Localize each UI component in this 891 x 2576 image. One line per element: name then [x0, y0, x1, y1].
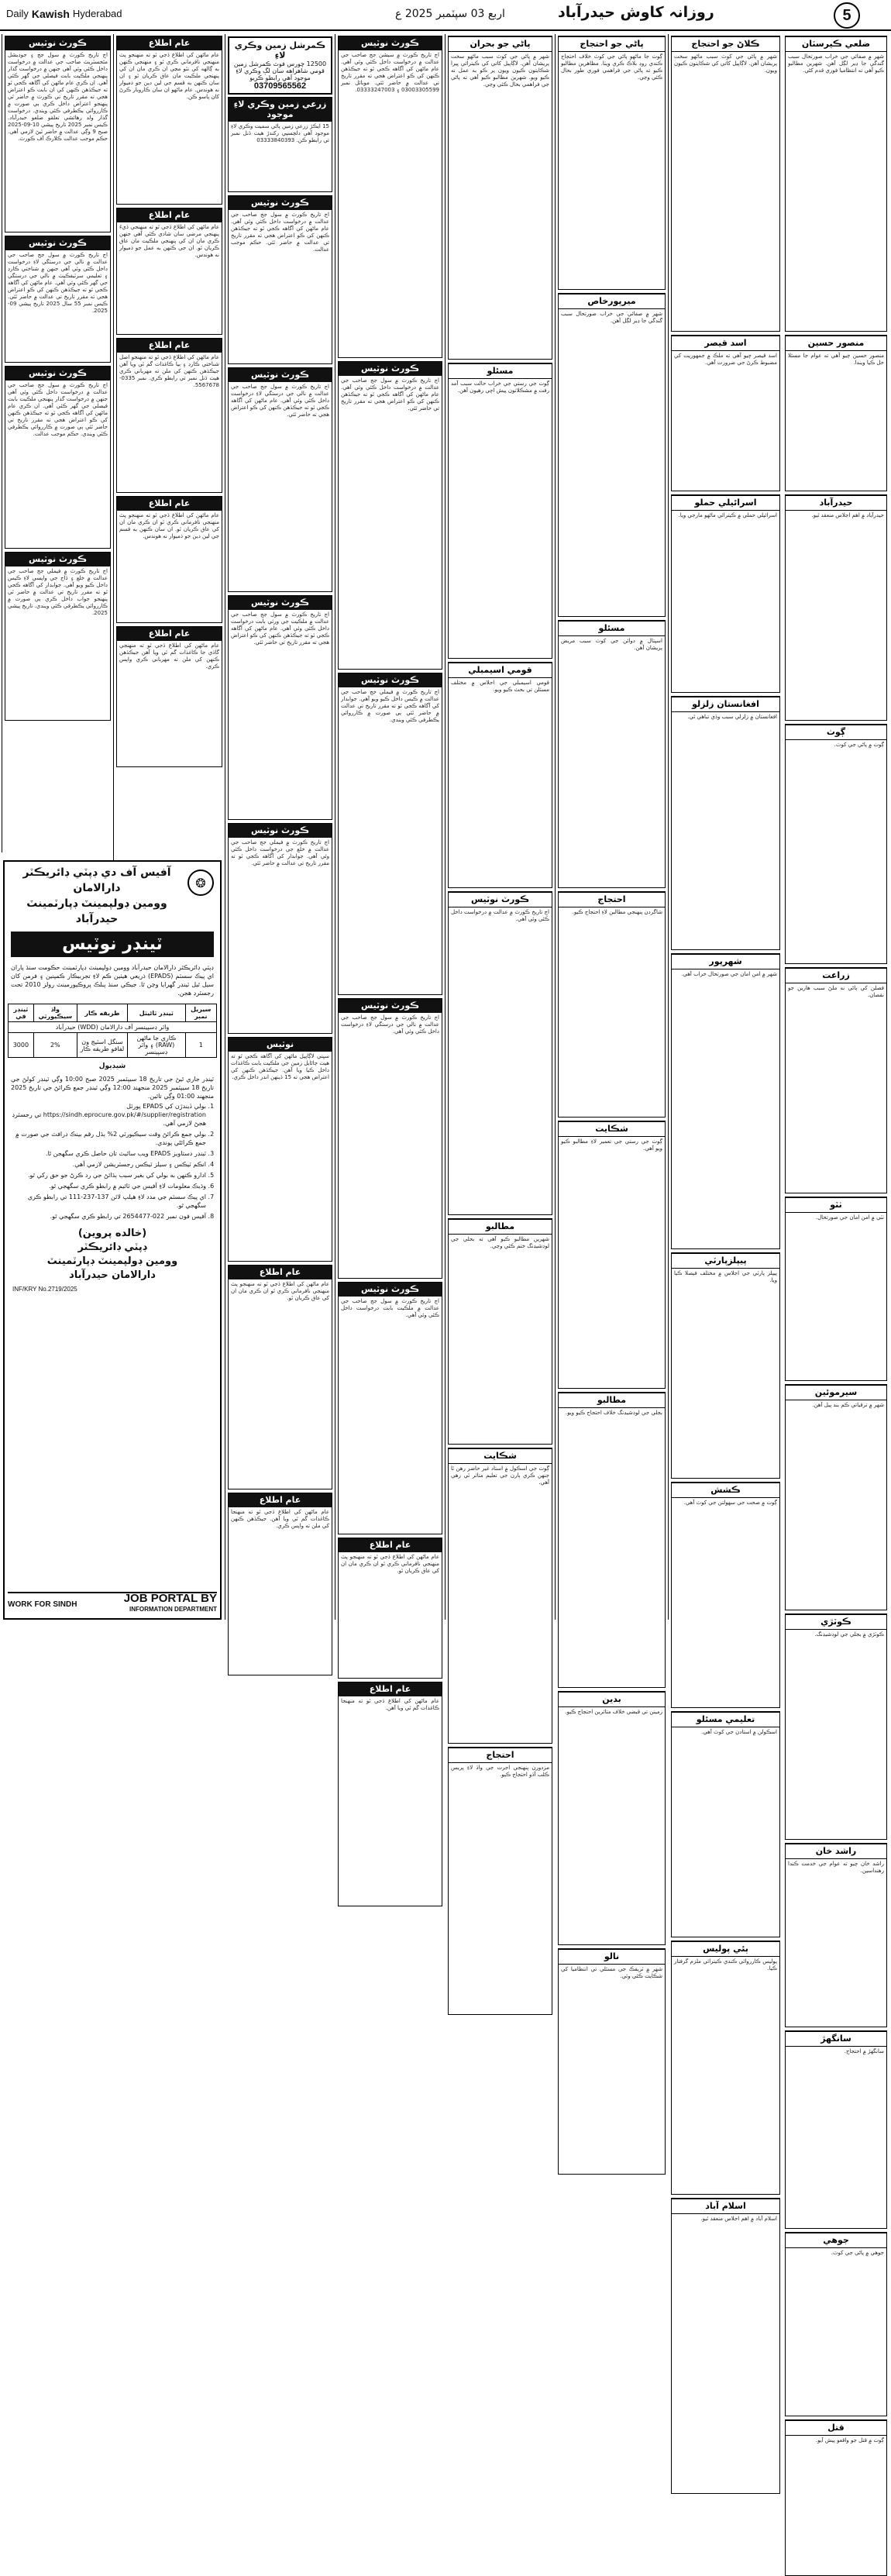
- notice-heading: جوهي: [786, 2233, 886, 2248]
- notice-body: شهر ۾ امن امان جي صورتحال خراب آهي.: [681, 971, 777, 977]
- notice-heading: ڪورٽ نوٽيس: [5, 553, 110, 567]
- notice-body: شهر ۾ صفائي جي خراب صورتحال سبب گندگي جا ڍير لڳل آهن. شهرين مطالبو ڪيو آهي ته انتظاميا فوري قدم کڻي.: [788, 53, 884, 74]
- table-cell: 2%: [33, 1033, 77, 1058]
- notice-block: [338, 1282, 442, 1534]
- schedule-title: شيڊيول: [98, 1062, 126, 1070]
- tender-office-line: وومين ڊولپمينٽ ڊپارٽمينٽ حيدرآباد: [26, 897, 167, 925]
- notice-heading: عام اطلاع: [339, 1682, 442, 1696]
- notice-heading: عام اطلاع: [229, 1493, 332, 1507]
- signatory-line: ڊپٽي ڊائريڪٽر: [77, 1242, 147, 1253]
- notice-body: بجلي جي لوڊشيڊنگ خلاف احتجاج ڪيو ويو.: [565, 1410, 662, 1416]
- notice-body: اڄ تاريخ ڪورٽ ۾ سول جج صاحب جي عدالت ۾ ملڪيت بابت درخواست داخل ڪئي وئي آهي.: [341, 1298, 439, 1318]
- notice-body: عام ماڻهن کي اطلاع ڏجي ٿو ته منهنجا ڪاغذات گم ٿي ويا آهن.: [341, 1698, 439, 1711]
- notice-body: ڪوٽڙي ۾ بجلي جي لوڊشيڊنگ.: [814, 1631, 884, 1638]
- notice-body: ڳوٺ ۾ صحت جي سهولتن جي کوٽ آهي.: [683, 1500, 777, 1506]
- reference-number: INF/KRY No.2719/2025: [12, 1286, 77, 1293]
- page-number-badge: 5: [834, 2, 860, 29]
- notice-heading: ڪورٽ نوٽيس: [339, 673, 442, 687]
- notice-block: [785, 494, 887, 721]
- ad-title: ڪمرشل زمين وڪري لاءِ: [234, 40, 326, 60]
- notice-body: اڄ تاريخ ڪورٽ ۾ سول جج صاحب جي عدالت ۾ درخواست داخل ڪئي وئي آهي. عام ماڻهن کي آگاهه ڪجي ٿو ته جيڪڏهن ڪنهن کي ڪو اعتراض هجي ته مقرر تاريخ تي عدالت ۾ حاضر ٿئي. حڪم موجب عدالت.: [231, 212, 329, 253]
- job-portal-label: [124, 1593, 217, 1615]
- notice-block: [671, 1482, 780, 1708]
- notice-block: [5, 366, 111, 549]
- signatory-line: دارالامان حيدرآباد: [69, 1269, 156, 1281]
- tender-condition: 7. اي پيڪ سسٽم جي مدد لاءِ هيلپ لائن 137-237-111 تي رابطو ڪري سگهجي ٿو.: [8, 1193, 206, 1210]
- notice-heading: اسلام آباد: [672, 2199, 779, 2214]
- notice-body: سانگھڙ ۾ احتجاج.: [844, 2048, 884, 2054]
- notice-block: [5, 552, 111, 721]
- notice-body: شهر ۾ ٽريفڪ جي مسئلي تي انتظاميا کي شڪايت ڪئي وئي.: [561, 1966, 662, 1979]
- notice-body: افغانستان ۾ زلزلي سبب وڏي تباهي ٿي.: [687, 714, 777, 720]
- tender-conditions: [8, 1102, 217, 1221]
- tender-table: [8, 1004, 217, 1058]
- notice-block: [785, 2419, 887, 2576]
- notice-heading: عام اطلاع: [117, 339, 222, 353]
- column-c7: [668, 34, 783, 2222]
- notice-block: [228, 1493, 332, 1675]
- notice-block: [785, 1384, 887, 1610]
- notice-block: [338, 36, 442, 358]
- column-c1: [2, 34, 113, 852]
- notice-block: [785, 724, 887, 964]
- notice-body: شهر ۾ صفائي جي خراب صورتحال سبب گندگي جا ڍير لڳل آهن.: [561, 311, 662, 324]
- column-c3: [225, 34, 335, 1620]
- notice-heading: راشد خان: [786, 1844, 886, 1859]
- notice-heading: احتجاج: [559, 892, 665, 907]
- tender-office: [8, 865, 217, 927]
- notice-block: [228, 1037, 332, 1262]
- column-c5: [445, 34, 555, 1778]
- notice-body: عام ماڻهن کي اطلاع ڏجي ٿو ته منهنجي ڌيءَ پنهنجي مرضي سان شادي ڪئي آهي جنهن ڪري مان ان کي پنهنجي ملڪيت مان عاق ڪريان ٿو. ان جي ڪنهن به عمل جو ذميوار نه هوندس.: [119, 224, 219, 258]
- notice-body: عام ماڻهن کي اطلاع ڏجي ٿو ته منهنجو پٽ منهنجي نافرماني ڪري ٿو ان ڪري مان ان کي عاق ڪريان ٿو.: [341, 1554, 439, 1574]
- notice-heading: نوٽيس: [229, 1038, 332, 1052]
- tender-condition: 4. انڪم ٽيڪس ۽ سيلز ٽيڪس رجسٽريشن لازمي آهي.: [8, 1160, 206, 1169]
- notice-block: [116, 208, 222, 335]
- table-cell: 1: [185, 1033, 216, 1058]
- notice-heading: عام اطلاع: [117, 497, 222, 511]
- column-c4: [335, 34, 445, 1711]
- notice-heading: عام اطلاع: [117, 36, 222, 50]
- notice-heading: ڪشش: [672, 1483, 779, 1498]
- notice-block: [785, 335, 887, 491]
- notice-body: پوليس ڪارروائي ڪندي ڪيترائي ملزم گرفتار ڪيا.: [674, 1958, 777, 1972]
- notice-heading: بدين: [559, 1692, 665, 1707]
- notice-body: اڄ تاريخ ڪورٽ ۾ فيملي جج صاحب جي عدالت ۾ خلع جي درخواست داخل ڪئي وئي آهي. جوابدار کي آگاهه ڪجي ٿو ته مقرر تاريخ تي عدالت ۾ حاضر ٿئي.: [231, 839, 329, 866]
- notice-heading: ٺٽو: [786, 1197, 886, 1213]
- notice-heading: ڪوٽڙي: [786, 1614, 886, 1630]
- notice-block: [338, 1538, 442, 1679]
- notice-body: ڳوٺ جا ماڻهو پاڻي جي کوٽ خلاف احتجاج ڪندي روڊ بلاڪ ڪري ويٺا. مظاهرين مطالبو ڪيو ته پاڻي جي فراهمي فوري طور بحال ڪئي وڃي.: [561, 53, 662, 81]
- english-brand-name: Kawish: [31, 8, 70, 20]
- notice-block: [558, 1121, 666, 1389]
- tender-condition: 1. بولي ڏيندڙن کي EPADS پورٽل https://sindh.eprocure.gov.pk/#/supplier/registration تي رجسٽرڊ هجڻ لازمي آهي.: [8, 1102, 206, 1128]
- notice-body: اڄ تاريخ ڪورٽ ۾ سول جج صاحب جي عدالت ۾ نالي جي درستگي لاءِ درخواست داخل ڪئي وئي آهي.: [341, 1014, 439, 1035]
- notice-body: فصلن کي پاڻي نه ملڻ سبب هارين جو نقصان.: [788, 985, 884, 998]
- tender-condition: 2. بولي جمع ڪرائڻ وقت سيڪيورٽي 2% ٻڌل رقم بينڪ ڊرافٽ جي صورت ۾ جمع ڪرائڻي پوندي.: [8, 1130, 206, 1147]
- tender-condition: 5. ادارو ڪنهن به بولي کي بغير سبب ٻڌائڻ جي رد ڪرڻ جو حق رکي ٿو.: [8, 1171, 206, 1180]
- notice-body: ڳوٺ جي اسڪول ۾ استاد غير حاضر رهن ٿا جنهن ڪري ٻارن جي تعليم متاثر ٿي رهي آهي.: [451, 1465, 549, 1486]
- table-header: طريقه ڪار: [77, 1004, 127, 1022]
- notice-body: شاگردن پنهنجي مطالبن لاءِ احتجاج ڪيو.: [572, 909, 662, 915]
- notice-heading: قتل: [786, 2420, 886, 2436]
- notice-block: [116, 496, 222, 623]
- tender-condition: 6. وڌيڪ معلومات لاءِ آفيس جي ٽائيم ۾ رابطو ڪري سگهجي ٿو.: [8, 1182, 206, 1190]
- notice-heading: عام اطلاع: [229, 1266, 332, 1279]
- tender-office-line: آفيس آف دي ڊپٽي ڊائريڪٽر دارالامان: [22, 866, 171, 894]
- notice-block: [671, 953, 780, 1249]
- notice-heading: احتجاج: [449, 1748, 552, 1763]
- notice-heading: شهرپور: [672, 954, 779, 969]
- notice-heading: اسد قيصر: [672, 336, 779, 351]
- notice-block: [671, 494, 780, 693]
- masthead: [0, 0, 891, 31]
- notice-block: [671, 36, 780, 332]
- notice-heading: منصور حسين: [786, 336, 886, 351]
- notice-body: ڳوٺ جي رستي جي تعمير لاءِ مطالبو ڪيو ويو آهي.: [561, 1138, 662, 1152]
- notice-heading: ڪورٽ نوٽيس: [5, 367, 110, 381]
- notice-block: [785, 36, 887, 332]
- ad-phone: 03709565562: [253, 81, 307, 91]
- notice-heading: ضلعي ڪيرسٽان: [786, 36, 886, 52]
- commercial-ad: [228, 36, 332, 95]
- notice-heading: پاڻي جو احتجاج: [559, 36, 665, 52]
- notice-heading: عام اطلاع: [117, 208, 222, 222]
- notice-heading: سانگھڙ: [786, 2031, 886, 2047]
- table-cell: 3000: [9, 1033, 34, 1058]
- notice-block: [558, 1691, 666, 1945]
- notice-body: اڄ تاريخ ڪورٽ ۾ سول جج ۽ جوڊيشل مئجسٽريٽ صاحب جي عدالت ۾ درخواست داخل ڪئي وئي آهي جنهن ۾ درخواست گذار پنهنجي ملڪيت بابت فيصلي جي گهر ڪئي آهي. ان ڪري عام ماڻهن کي آگاهه ڪجي ٿو ته جيڪڏهن ڪنهن کي ان بابت ڪو اعتراض هجي ته مقرر تاريخ تي ڪورٽ ۾ حاضر ٿي پنهنجو اعتراض داخل ڪري ٻي صورت ۾ ڪارروائي يڪطرفي ڪئي ويندي. درخواست گذار ولد رهائشي تعلقو ضلعو حيدرآباد. ڪيس نمبر 2025 تاريخ پيشي 10-09-2025 صبح 9 وڳي عدالت ۾ حاضر ٿيڻ لازمي آهي. حڪم موجب عدالت ڪلارڪ آف ڪورٽ.: [8, 52, 108, 142]
- job-portal-title: JOB PORTAL BY: [123, 1592, 217, 1605]
- tender-condition: 3. ٽينڊر دستاويز EPADS ويب سائيٽ تان حاصل ڪري سگهجن ٿا.: [8, 1149, 206, 1158]
- notice-body: پيپلز پارٽي جي اجلاس ۾ مختلف فيصلا ڪيا ويا.: [674, 1270, 777, 1283]
- notice-body: ٺٽي ۾ امن امان جي صورتحال.: [815, 1214, 884, 1221]
- ad-body: 12500 چورس فوٽ ڪمرشل زمين قومي شاهراهه سان لڳ وڪري لاءِ موجود آهي رابطو ڪريو: [233, 60, 327, 81]
- notice-heading: عام اطلاع: [117, 627, 222, 641]
- notice-block: [785, 1613, 887, 1840]
- notice-body: ڳوٺ ۾ قتل جو واقعو پيش آيو.: [815, 2437, 884, 2443]
- notice-block: [558, 620, 666, 888]
- notice-body: عام ماڻهن کي اطلاع ڏجي ٿو ته منهنجا ڪاغذات گم ٿي ويا آهن. جيڪڏهن ڪنهن کي ملن ته واپس ڪري.: [231, 1509, 329, 1529]
- notice-block: [228, 97, 332, 192]
- notice-heading: نالو: [559, 1949, 665, 1965]
- tender-condition: 8. آفيس فون نمبر 022-2654477 تي رابطو ڪري سگهجي ٿو.: [8, 1212, 206, 1221]
- notice-heading: ڪورٽ نوٽيس: [5, 236, 110, 250]
- column-c9: [783, 34, 889, 2443]
- table-header: ٽينڊر في: [9, 1004, 34, 1022]
- notice-body: عام ماڻهن کي اطلاع ڏجي ٿو ته منهنجو پٽ منهنجي نافرماني ڪري ٿو ان ڪري مان ان کي عاق ڪريان ٿو. ان سان ڪنهن به قسم جي لين دين جو ذميوار نه هوندس.: [119, 512, 219, 539]
- notice-body: اڄ تاريخ ڪورٽ ۾ سول جج صاحب جي عدالت ۾ نالي جي درستگي لاءِ درخواست داخل ڪئي وئي آهي. عام ماڻهن کي آگاهه ڪجي ٿو ته جيڪڏهن ڪنهن کي ڪو اعتراض هجي ته حاضر ٿئي.: [231, 384, 329, 418]
- notice-heading: عام اطلاع: [339, 1538, 442, 1552]
- notice-body: راشد خان چيو ته عوام جي خدمت ڪندا رهنداسين.: [788, 1861, 884, 1874]
- notice-heading: ڪورٽ نوٽيس: [229, 196, 332, 210]
- notice-heading: مسئلو: [449, 363, 552, 379]
- table-cell: ڪاري جا ماڻهن (RAW) ۽ واٽر ڊسپينسر: [128, 1033, 185, 1058]
- notice-heading: ڪورٽ نوٽيس: [339, 362, 442, 376]
- notice-heading: ٻئي پوليس: [672, 1941, 779, 1957]
- tender-notice: [3, 860, 222, 1620]
- notice-block: [228, 367, 332, 592]
- notice-block: [448, 1448, 552, 1744]
- notice-heading: زراعت: [786, 968, 886, 983]
- notice-heading: زرعي زمين وڪري لاءِ موجود: [229, 98, 332, 122]
- notice-block: [558, 891, 666, 1118]
- notice-block: [448, 363, 552, 659]
- notice-body: عام ماڻهن کي اطلاع ڏجي ٿو ته منهنجو اصل شناختي ڪارڊ ۽ ٻيا ڪاغذات گم ٿي ويا آهن جيڪڏهن ڪنهن کي ملن ته مهرباني ڪري هيٺ ڏنل نمبر تي رابطو ڪري. نمبر 0335-5567678.: [119, 354, 219, 388]
- notice-block: [5, 36, 111, 232]
- notice-block: [558, 36, 666, 290]
- notice-block: [448, 1218, 552, 1445]
- notice-heading: ڪلاڻ جو احتجاج: [672, 36, 779, 52]
- notice-block: [671, 696, 780, 950]
- notice-block: [448, 36, 552, 360]
- notice-body: عام ماڻهن کي اطلاع ڏجي ٿو ته منهنجي گاڏي جا ڪاغذات گم ٿي ويا آهن جيڪڏهن ڪنهن کي ملن ته مهرباني ڪري واپس ڪري.: [119, 642, 219, 670]
- notice-body: ڳوٺ ۾ پاڻي جي کوٽ.: [834, 742, 884, 748]
- notice-block: [671, 1941, 780, 2195]
- notice-heading: ڪورٽ نوٽيس: [5, 36, 110, 50]
- english-brand-city: Hyderabad: [72, 8, 122, 19]
- notice-heading: مطالبو: [449, 1219, 552, 1235]
- notice-heading: قومي اسيمبلي: [449, 663, 552, 678]
- notice-body: شهر ۾ پاڻي جي کوٽ سبب ماڻهو سخت پريشان آهن. لاڳاپيل کاتي کي ڪيترائي ڀيرا شڪايتون ڪيون ويون پر ڪو به عمل نه ڪيو ويو. شهرين مطالبو ڪيو آهي ته پاڻي جي فراهمي بحال ڪئي وڃي.: [451, 53, 549, 88]
- notice-body: اسد قيصر چيو آهي ته ملڪ ۾ جمهوريت کي مضبوط ڪرڻ جي ضرورت آهي.: [674, 353, 777, 366]
- signatory-line: وومين ڊولپمينٽ ڊپارٽمينٽ: [46, 1255, 178, 1267]
- notice-heading: شڪايت: [449, 1448, 552, 1464]
- notice-heading: پيپلزپارٽي: [672, 1253, 779, 1269]
- table-header: سيريل نمبر: [185, 1004, 216, 1022]
- schedule-text: ٽينڊر جاري ٿيڻ جي تاريخ 18 سيپٽمبر 2025 صبح 10:00 وڳي ٽينڊر کولڻ جي تاريخ 18 سيپٽمبر 2025 منجهند 12:00 وڳي ٽينڊر جمع ڪرائڻ جي تاريخ 2025 منجهند 01:00 وڳي تائين.: [11, 1076, 214, 1100]
- notice-body: شهر ۾ پاڻي جي کوٽ سبب ماڻهو سخت پريشان آهن. لاڳاپيل کاتي کي شڪايتون ڪيون ويون.: [674, 53, 777, 74]
- english-brand-prefix: Daily: [6, 8, 29, 19]
- table-cell: سنگل اسٽيج ون لفافو طريقه ڪار: [77, 1033, 127, 1058]
- notice-heading: ڪورٽ نوٽيس: [229, 368, 332, 382]
- notice-body: عام ماڻهن کي اطلاع ڏجي ٿو ته منهنجو پٽ منهنجي نافرماني ڪري ٿو ۽ منهنجي ڪنهن به ڳالهه کي نٿو مڃي ان ڪري مان ان کي پنهنجي ملڪيت مان عاق ڪريان ٿو ۽ ان سان ڪنهن به قسم جي لين دين جو ذميوار نه هوندس. عام ماڻهو ان سان ڪاروبار ڪرڻ کان پاسو ڪن.: [119, 52, 219, 100]
- notice-block: [785, 967, 887, 1193]
- notice-body: مزدورن پنهنجي اجرت جي واڌ لاءِ پريس ڪلب آڏو احتجاج ڪيو.: [451, 1765, 549, 1778]
- notice-block: [5, 236, 111, 363]
- notice-block: [448, 1747, 552, 2015]
- notice-block: [116, 626, 222, 767]
- notice-body: شهرين مطالبو ڪيو آهي ته بجلي جي لوڊشيڊنگ ختم ڪئي وڃي.: [451, 1236, 549, 1249]
- notice-body: اڄ تاريخ ڪورٽ ۾ سول جج صاحب جي عدالت ۾ درخواست داخل ڪئي وئي آهي. عام ماڻهن کي آگاهه ڪجي ٿو ته جيڪڏهن ڪنهن کي ڪو اعتراض هجي ته مقرر تاريخ تي حاضر ٿئي.: [341, 377, 439, 412]
- notice-body: جوهي ۾ پاڻي جي کوٽ.: [831, 2250, 884, 2256]
- notice-body: حيدرآباد ۾ اهم اجلاس منعقد ٿيو.: [811, 512, 884, 518]
- column-c6: [555, 34, 668, 1979]
- notice-body: سڀني لاڳاپيل ماڻهن کي آگاهه ڪجي ٿو ته هيٺ ڄاڻايل زمين جي ملڪيت بابت ڪاغذات داخل ڪيا ويا آهن. جيڪڏهن ڪنهن کي اعتراض هجي ته 15 ڏينهن اندر داخل ڪري.: [231, 1053, 329, 1080]
- notice-body: اڄ تاريخ ڪورٽ ۾ فيملي جج صاحب جي عدالت ۾ ڪيس داخل ڪيو ويو آهي. جوابدار کي آگاهه ڪجي ٿو ته مقرر تاريخ تي عدالت ۾ حاضر ٿئي ٻي صورت ۾ ڪارروائي يڪطرفي ڪئي ويندي.: [341, 689, 439, 723]
- notice-body: اسپتال ۾ دوائن جي کوٽ سبب مريض پريشان آهن.: [561, 638, 662, 651]
- notice-block: [228, 823, 332, 1034]
- table-row: [9, 1033, 217, 1058]
- notice-body: اڄ تاريخ ڪورٽ ۾ فيملي جج صاحب جي عدالت ۾ خلع ۽ ڏاج جي واپسي لاءِ ڪيس داخل ڪيو ويو آهي. جوابدار کي آگاهه ڪجي ٿو ته مقرر تاريخ تي عدالت ۾ حاضر ٿي پنهنجو جواب داخل ڪري ٻي صورت ۾ ڪارروائي يڪطرفي ڪئي ويندي. تاريخ پيشي 2025.: [8, 568, 108, 616]
- notice-heading: حيدرآباد: [786, 495, 886, 511]
- notice-body: منصور حسين چيو آهي ته عوام جا مسئلا حل ڪيا ويندا.: [788, 353, 884, 366]
- notice-heading: پاڻي جو بحران: [449, 36, 552, 52]
- notice-heading: ڪورٽ نوٽيس: [449, 892, 552, 907]
- notice-body: 15 ايڪڙ زرعي زمين پاڻي سميت وڪري لاءِ موجود آهي دلچسپي رکندڙ هيٺ ڏنل نمبر تي رابطو ڪن. 03333840393: [231, 123, 329, 143]
- notice-heading: ڪورٽ نوٽيس: [229, 596, 332, 610]
- work-for-sindh-label: WORK FOR SINDH: [8, 1600, 77, 1609]
- notice-heading: ڳوٺ: [786, 725, 886, 740]
- notice-heading: ڪورٽ نوٽيس: [339, 36, 442, 50]
- notice-body: زمينن تي قبضي خلاف متاثرين احتجاج ڪيو.: [565, 1709, 662, 1715]
- notice-block: [785, 1197, 887, 1381]
- notice-heading: اسرائيلي حملو: [672, 495, 779, 511]
- notice-block: [785, 1843, 887, 2027]
- notice-heading: تعليمي مسئلو: [672, 1712, 779, 1727]
- notice-block: [448, 662, 552, 888]
- table-header: ٽينڊر ٽائيٽل: [128, 1004, 185, 1022]
- signatory-line: (خالده پروين): [77, 1228, 147, 1239]
- notice-block: [228, 195, 332, 364]
- table-group-row: واٽر ڊسپينسر آف دارالامان (WDD) حيدرآباد: [9, 1022, 217, 1033]
- notice-heading: ميرپورخاص: [559, 294, 665, 309]
- notice-block: [671, 1711, 780, 1937]
- notice-block: [671, 2198, 780, 2494]
- sindh-govt-seal-icon: ❂: [187, 870, 214, 896]
- notice-block: [228, 1265, 332, 1489]
- notice-heading: مطالبو: [559, 1393, 665, 1408]
- notice-block: [116, 36, 222, 205]
- notice-heading: ڪورٽ نوٽيس: [339, 999, 442, 1013]
- notice-body: اسلام آباد ۾ اهم اجلاس منعقد ٿيو.: [700, 2216, 777, 2222]
- english-brand: [6, 8, 122, 20]
- notice-body: اڄ تاريخ ڪورٽ ۾ سيشن جج صاحب جي عدالت ۾ درخواست داخل ڪئي وئي آهي. عام ماڻهن کي آگاهه ڪجي ٿو ته جيڪڏهن ڪنهن کي ڪو اعتراض هجي ته مقرر تاريخ تي عدالت ۾ حاضر ٿئي. موبائل نمبر 03003305599 ۽ 03333247003.: [341, 52, 439, 93]
- notice-heading: سيرموئين: [786, 1385, 886, 1400]
- notice-heading: ڪورٽ نوٽيس: [229, 824, 332, 838]
- notice-block: [785, 2232, 887, 2416]
- notice-heading: شڪايت: [559, 1121, 665, 1137]
- notice-block: [116, 338, 222, 493]
- notice-body: شهر ۾ ترقياتي ڪم بند پيل آهن.: [812, 1402, 884, 1408]
- notice-block: [338, 1682, 442, 1906]
- notice-block: [671, 335, 780, 491]
- notice-body: عام ماڻهن کي اطلاع ڏجي ٿو ته منهنجو پٽ منهنجي نافرماني ڪري ٿو ان ڪري مان ان کي عاق ڪريان ٿو.: [231, 1281, 329, 1301]
- notice-block: [338, 998, 442, 1279]
- signatory: [8, 1227, 217, 1283]
- notice-block: [338, 673, 442, 995]
- notice-body: اڄ تاريخ ڪورٽ ۾ سول جج صاحب جي عدالت ۾ نالي جي درستگي لاءِ درخواست داخل ڪئي وئي آهي جنهن ۾ شناختي ڪارڊ ۽ تعليمي سرٽيفڪيٽ ۾ نالي جي درستگي جي گهر ڪئي وئي آهي. عام ماڻهن کي آگاهه ڪجي ٿو ته جيڪڏهن ڪنهن کي ڪو اعتراض هجي ته مقرر تاريخ تي عدالت ۾ حاضر ٿئي. ڪيس نمبر 55 سال 2025 تاريخ پيشي 09-2025.: [8, 252, 108, 314]
- tender-banner: ٽينڊر نوٽيس: [11, 932, 214, 957]
- notice-body: قومي اسيمبلي جي اجلاس ۾ مختلف مسئلن تي بحث ڪيو ويو.: [451, 680, 549, 693]
- tender-intro: ڊپٽي ڊائريڪٽر دارالامان حيدرآباد وومين ڊولپمينٽ ڊپارٽمينٽ حڪومت سنڌ پاران اي پيڪ سسٽم (EPADS) ذريعي هيٺين ڪم لاءِ تجربيڪار ڪمپنين ۽ فرمن کان سيل ٿيل ٽينڊر گهرايا وڃن ٿا. جيڪي سنڌ پبلڪ پروڪيورمينٽ رولز 2010 تحت رجسٽرڊ هجن.: [11, 964, 214, 997]
- notice-heading: افغانستان زلزلو: [672, 697, 779, 712]
- notice-block: [671, 1252, 780, 1479]
- issue-date: اربع 03 سپٽمبر 2025 ع: [395, 8, 505, 20]
- notice-block: [558, 1948, 666, 2175]
- tender-footer: [8, 1592, 217, 1615]
- notice-body: ڳوٺ جي رستي جي خراب حالت سبب آمد رفت ۾ مشڪلاتون پيش اچي رهيون آهن.: [451, 381, 549, 394]
- notice-heading: ڪورٽ نوٽيس: [339, 1283, 442, 1297]
- notice-block: [338, 361, 442, 670]
- notice-block: [228, 595, 332, 820]
- notice-block: [558, 1392, 666, 1688]
- notice-body: اڄ تاريخ ڪورٽ ۾ سول جج صاحب جي عدالت ۾ ملڪيت جي ورثي بابت درخواست داخل ڪئي وئي آهي. عام ماڻهن کي آگاهه ڪجي ٿو ته جيڪڏهن ڪنهن کي ڪو اعتراض هجي ته مقرر تاريخ تي حاضر ٿئي.: [231, 611, 329, 646]
- notice-block: [448, 891, 552, 1215]
- newspaper-title: روزانہ کاوش حیدرآباد: [558, 4, 714, 21]
- notice-body: اسڪولن ۾ استادن جي کوٽ آهي.: [701, 1729, 777, 1735]
- notice-body: اڄ تاريخ ڪورٽ ۾ عدالت ۾ درخواست داخل ڪئي وئي آهي.: [451, 909, 549, 922]
- notice-body: اسرائيلي حملي ۾ ڪيترائي ماڻهو مارجي ويا.: [678, 512, 777, 518]
- job-portal-sub: INFORMATION DEPARTMENT: [129, 1606, 217, 1613]
- notice-block: [785, 2030, 887, 2229]
- table-header: واڌ سيڪيورٽي: [33, 1004, 77, 1022]
- notice-heading: مسئلو: [559, 621, 665, 636]
- notice-block: [558, 293, 666, 617]
- notice-body: اڄ تاريخ ڪورٽ ۾ سول جج صاحب جي عدالت ۾ درخواست داخل ڪئي وئي آهي جنهن ۾ درخواست گذار پنهنجي ملڪيت بابت فيصلي جي گهر ڪئي آهي. ان ڪري عام ماڻهن کي آگاهه ڪجي ٿو ته جيڪڏهن ڪنهن کي ڪو اعتراض هجي ته مقرر تاريخ تي حاضر ٿئي ٻي صورت ۾ ڪارروائي يڪطرفي ڪئي ويندي. حڪم موجب عدالت.: [8, 382, 108, 437]
